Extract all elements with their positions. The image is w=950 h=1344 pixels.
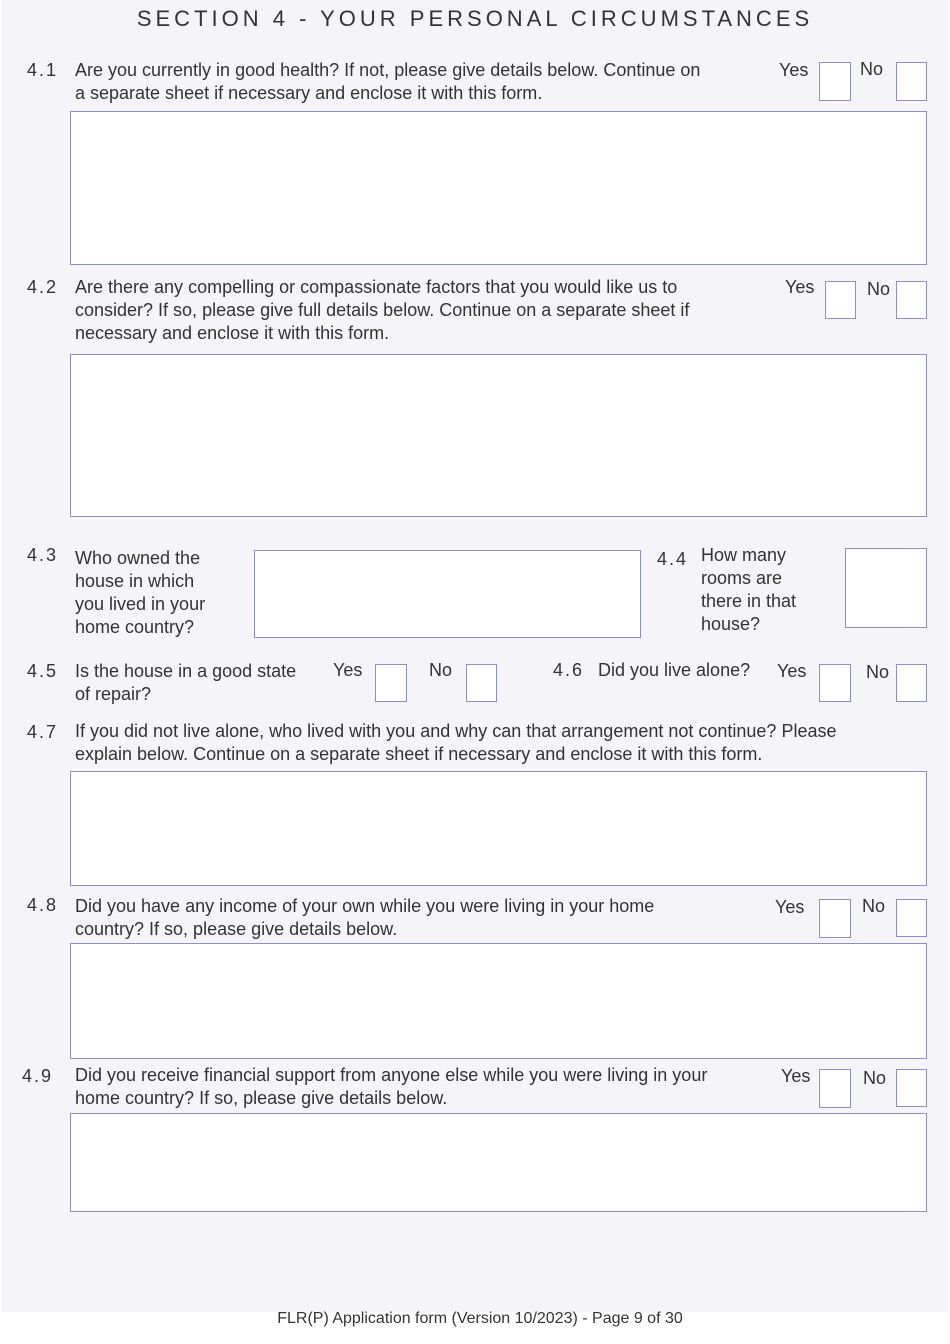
checkbox-no-4-6[interactable] [896,664,927,702]
question-text-4-2 [75,276,689,345]
textarea-4-2-details[interactable] [70,354,927,517]
textarea-4-1-details[interactable] [70,111,927,265]
question-text-line: Who owned the [75,548,201,568]
question-text-4-5 [75,660,296,706]
question-text-line: Is the house in a good state [75,661,297,681]
question-text-line: house in which [75,571,195,591]
question-text-line: home country? If so, please give details below. [75,1088,448,1108]
textarea-4-9-details[interactable] [70,1113,927,1212]
no-label-4-8: No [862,896,886,916]
no-label-4-9: No [863,1068,887,1088]
question-text-4-9 [75,1064,707,1110]
page-footer: FLR(P) Application form (Version 10/2023) - Page 9 of 30 [277,1310,683,1327]
checkbox-no-4-9[interactable] [896,1069,927,1107]
yes-label-4-9: Yes [781,1066,811,1086]
question-text-4-7 [75,720,836,766]
yes-label-4-5: Yes [333,660,363,680]
question-text-line: Did you receive financial support from anyone else while you were living in your [75,1065,708,1085]
question-text-4-3 [75,547,205,639]
question-text-4-4 [701,544,796,636]
checkbox-yes-4-8[interactable] [819,899,851,938]
question-number-4-2: 4.2 [27,277,59,297]
question-text-line: If you did not live alone, who lived with you and why can that arrangement not continue? Please [75,721,837,741]
checkbox-yes-4-9[interactable] [819,1069,851,1108]
question-text-line: country? If so, please give details below. [75,919,398,939]
question-number-4-3: 4.3 [27,545,59,565]
checkbox-yes-4-1[interactable] [819,62,851,101]
input-4-3-house-owner[interactable] [254,550,641,638]
question-text-4-8 [75,895,654,941]
question-text-line: consider? If so, please give full details below. Continue on a separate sheet if [75,300,690,320]
input-4-4-room-count[interactable] [845,548,927,628]
question-number-4-6: 4.6 [553,660,585,680]
question-text-4-1 [75,59,700,105]
checkbox-no-4-2[interactable] [896,281,927,319]
checkbox-yes-4-6[interactable] [819,664,851,702]
textarea-4-7-details[interactable] [70,771,927,886]
question-text-line: rooms are [701,568,783,588]
question-text-line: How many [701,545,787,565]
question-text-line: Did you live alone? [598,660,751,680]
question-text-line: Are there any compelling or compassionate factors that you would like us to [75,277,678,297]
no-label-4-6: No [866,662,890,682]
no-label-4-2: No [867,279,891,299]
question-number-4-7: 4.7 [27,722,59,742]
section-title: SECTION 4 - YOUR PERSONAL CIRCUMSTANCES [136,6,814,31]
yes-label-4-6: Yes [777,661,807,681]
question-text-line: house? [701,614,761,634]
question-text-line: Are you currently in good health? If not, please give details below. Continue on [75,60,701,80]
no-label-4-1: No [860,59,884,79]
question-text-line: you lived in your [75,594,206,614]
question-number-4-1: 4.1 [27,60,59,80]
yes-label-4-2: Yes [785,277,815,297]
question-number-4-8: 4.8 [27,895,59,915]
no-label-4-5: No [429,660,453,680]
question-text-line: of repair? [75,684,152,704]
checkbox-no-4-1[interactable] [896,62,927,101]
checkbox-no-4-8[interactable] [896,899,927,937]
checkbox-no-4-5[interactable] [466,664,497,702]
question-text-line: home country? [75,617,195,637]
question-text-line: there in that [701,591,797,611]
question-number-4-9: 4.9 [22,1066,54,1086]
question-text-4-6 [598,659,750,682]
question-text-line: a separate sheet if necessary and enclose it with this form. [75,83,543,103]
textarea-4-8-details[interactable] [70,943,927,1059]
checkbox-yes-4-5[interactable] [375,664,407,702]
question-number-4-5: 4.5 [27,661,59,681]
question-number-4-4: 4.4 [657,549,689,569]
checkbox-yes-4-2[interactable] [825,281,856,319]
yes-label-4-1: Yes [779,60,809,80]
question-text-line: necessary and enclose it with this form. [75,323,390,343]
yes-label-4-8: Yes [775,897,805,917]
question-text-line: explain below. Continue on a separate sheet if necessary and enclose it with this form. [75,744,763,764]
question-text-line: Did you have any income of your own while you were living in your home [75,896,655,916]
